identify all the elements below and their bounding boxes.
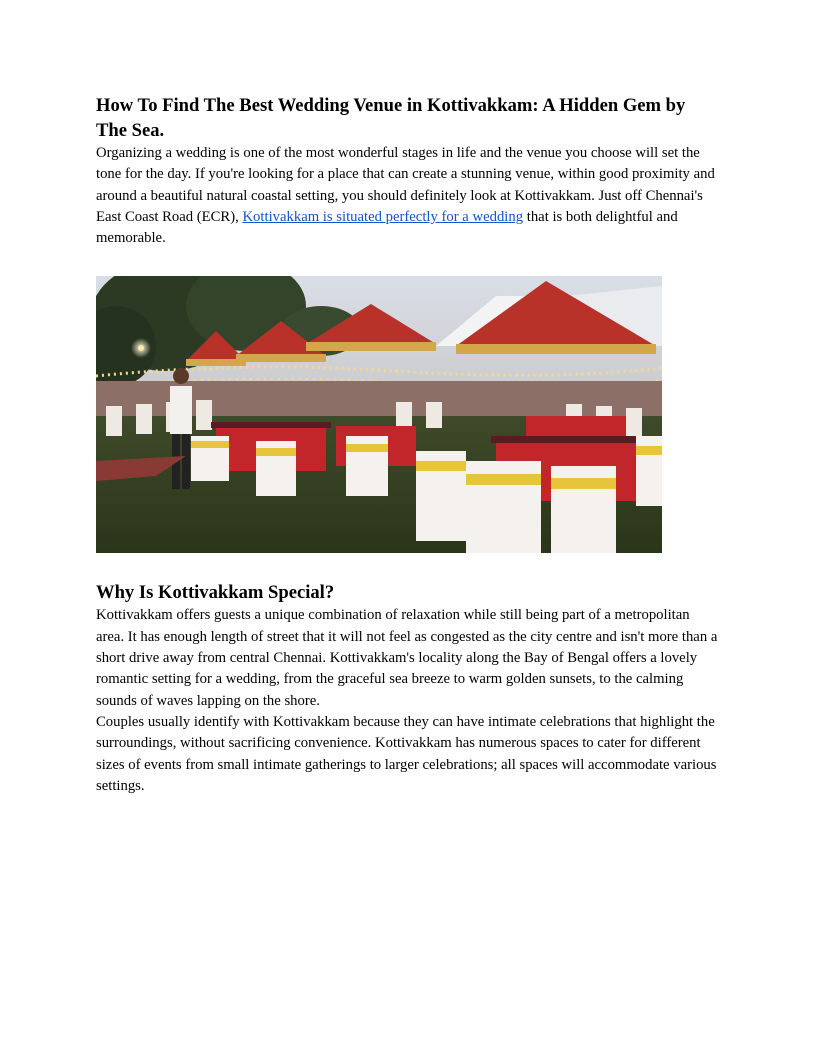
section-heading: Why Is Kottivakkam Special? xyxy=(96,582,335,604)
article-title: How To Find The Best Wedding Venue in Kottivakkam: A Hidden Gem by The Sea. xyxy=(96,95,686,141)
kottivakkam-wedding-link[interactable]: Kottivakkam is situated perfectly for a wedding xyxy=(242,208,524,225)
intro-paragraph xyxy=(96,143,720,249)
intro-text-after-link: that is both delightful and memorable. xyxy=(96,208,678,247)
document-page xyxy=(96,93,720,797)
wedding-venue-photo xyxy=(96,276,662,553)
paragraph-special-2: Couples usually identify with Kottivakkam because they can have intimate celebrations that highlight the surroundings, without sacrificing convenience. Kottivakkam has numerous spaces to cater for different sizes of events from small intimate gatherings to larger celebrations; all spaces will accommodate various settings. xyxy=(96,713,717,794)
paragraph-special-1: Kottivakkam offers guests a unique combination of relaxation while still being part of a metropolitan area. It has enough length of street that it will not feel as congested as the city centre and isn't more than a short drive away from central Chennai. Kottivakkam's locality along the Bay of Bengal offers a lovely romantic setting for a wedding, from the graceful sea breeze to warm golden sunsets, to the calming sounds of waves lapping on the shore. xyxy=(96,607,718,709)
intro-text-before-link: Organizing a wedding is one of the most wonderful stages in life and the venue you choose will set the tone for the day. If you're looking for a place that can create a stunning venue, within good proximity and around a beautiful natural coastal setting, you should definitely look at Kottivakkam. Just off Chennai's East Coast Road (ECR), xyxy=(96,145,715,225)
